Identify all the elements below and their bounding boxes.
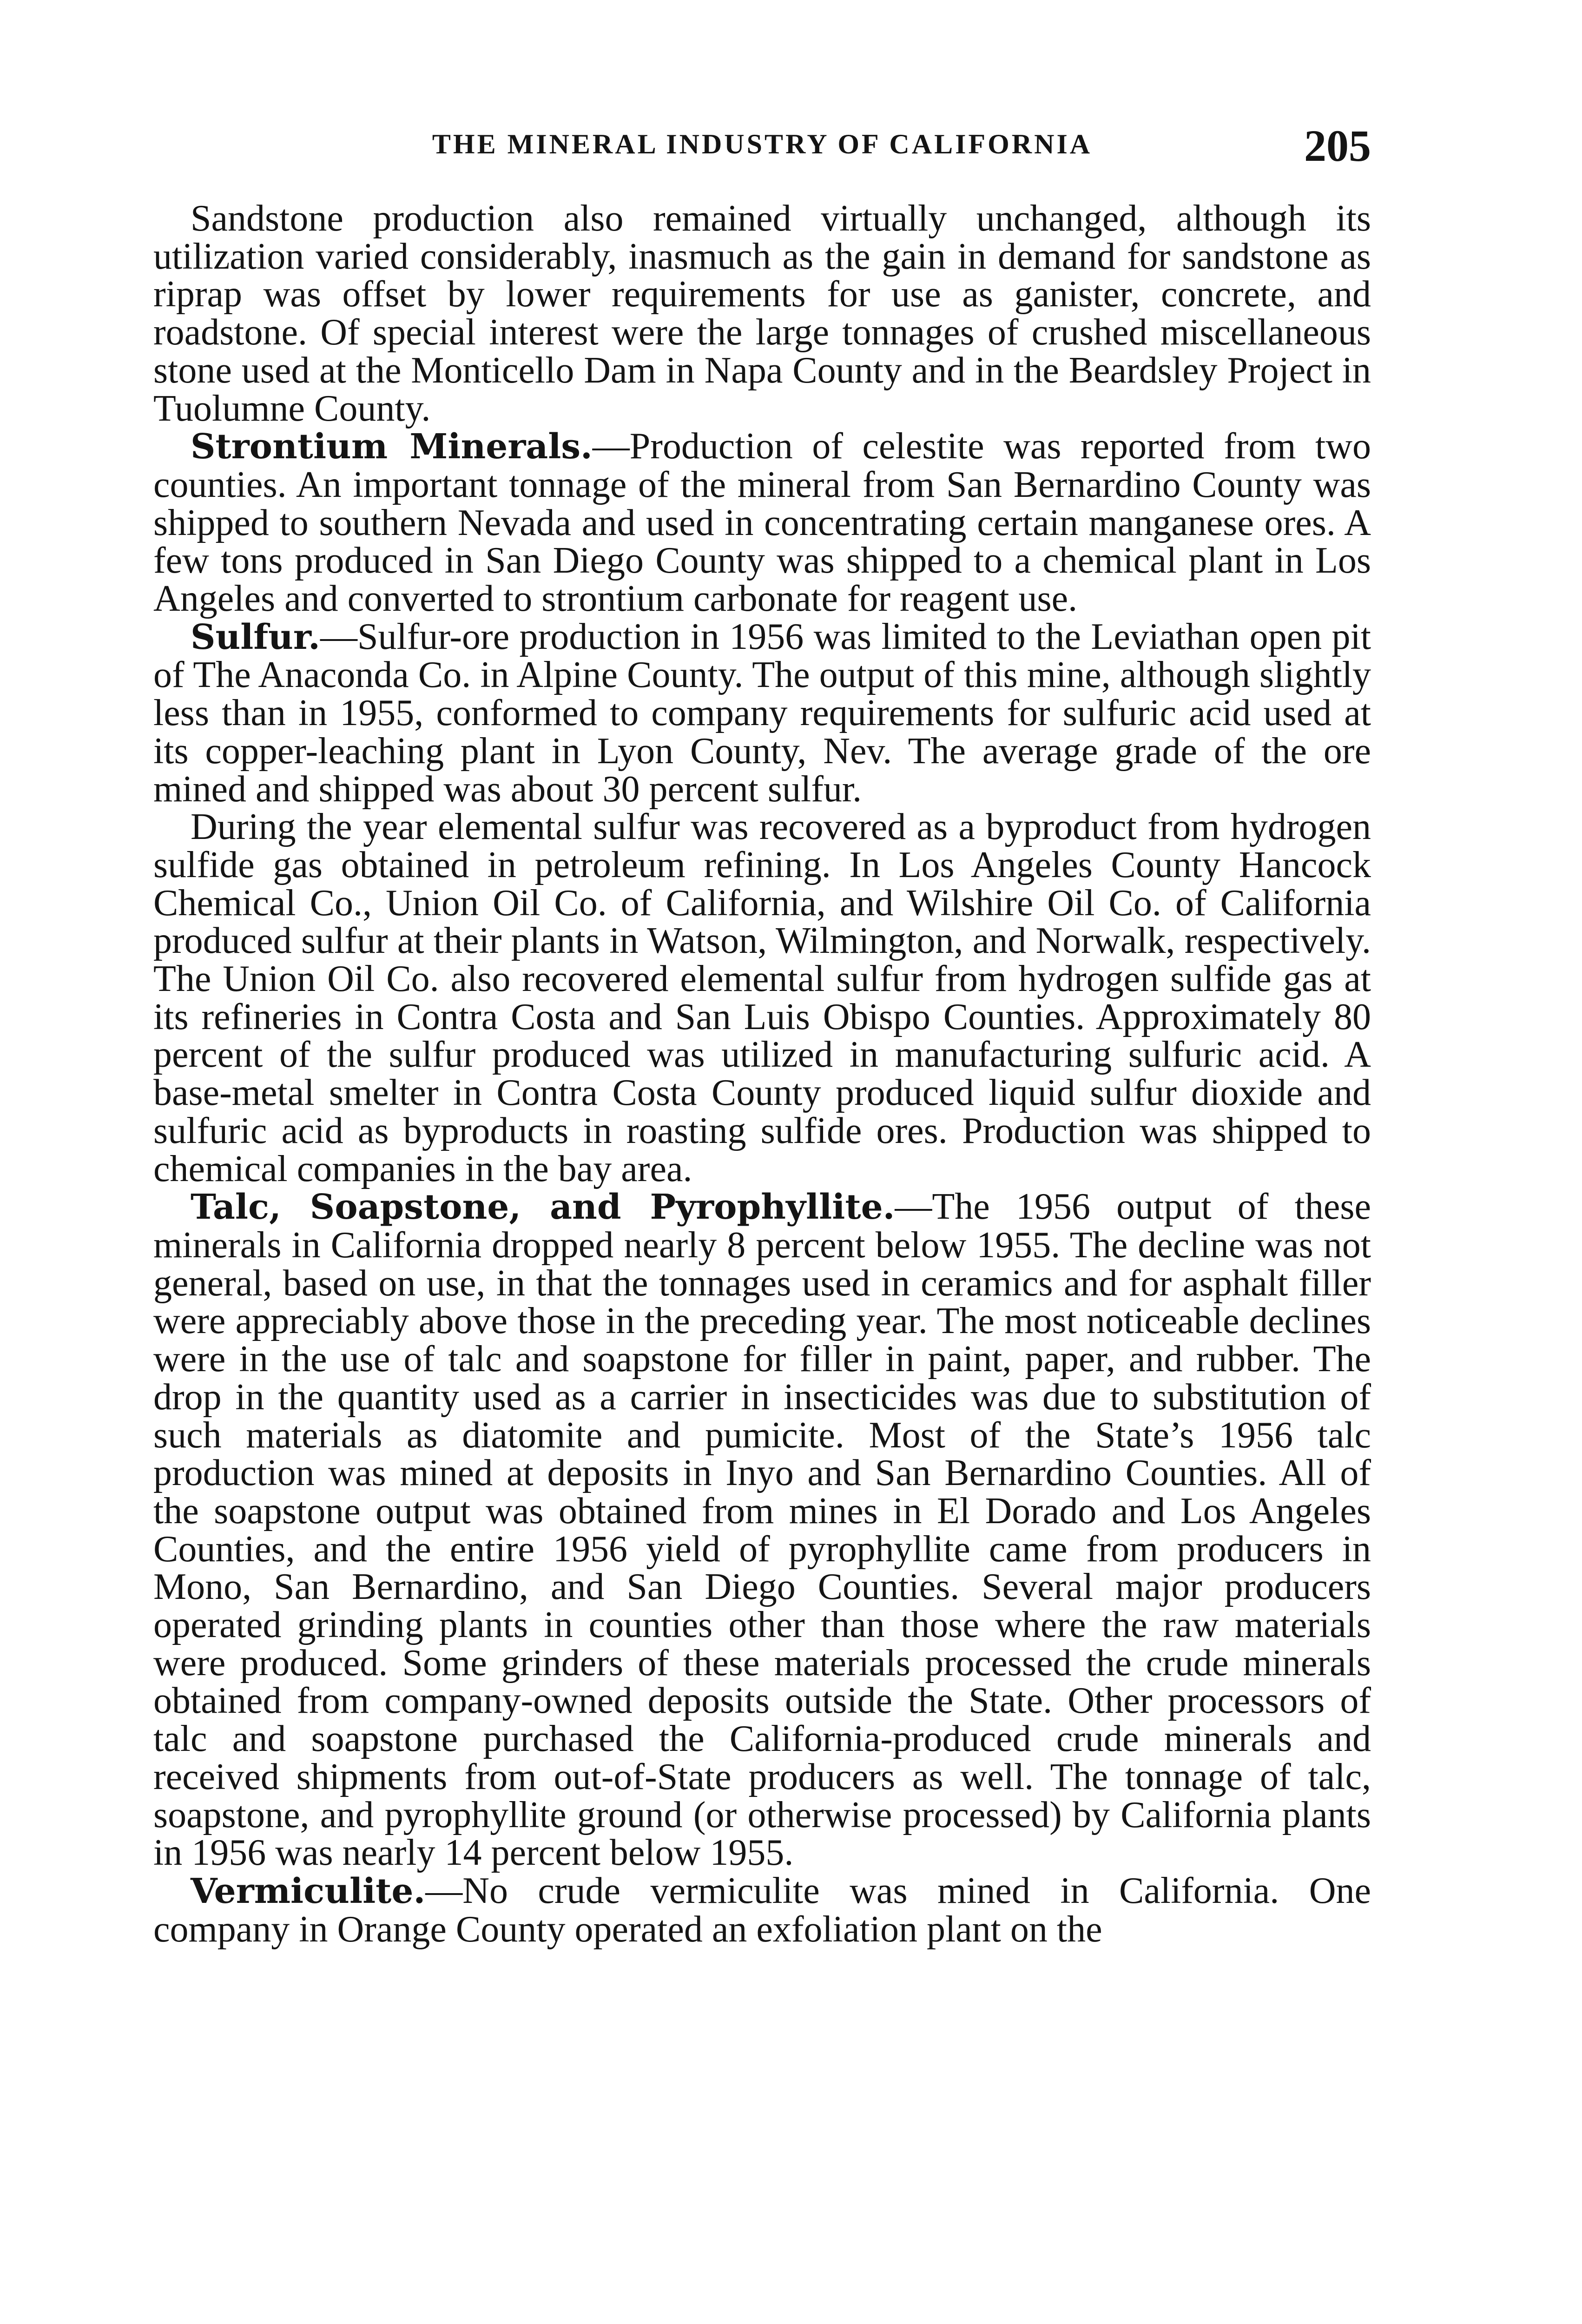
paragraph-talc-soapstone-pyrophyllite [153, 1188, 1371, 1872]
paragraph-text: —Sulfur-ore production in 1956 was limited to the Leviathan open pit of The Anaconda Co. in Alpine County. The output of this mine, although slightly less than in 1955, conformed to company requirements for sulfuric acid used at its copper-leaching plant in Lyon County, Nev. The average grade of the ore mined and shipped was about 30 percent sulfur. [153, 616, 1371, 810]
paragraph-text: During the year elemental sulfur was recovered as a byproduct from hydrogen sulfide gas obtained in petroleum refining. In Los Angeles County Hancock Chemical Co., Union Oil Co. of California, and Wilshire Oil Co. of California produced sulfur at their plants in Watson, Wilmington, and Norwalk, respectively. The Union Oil Co. also recovered elemental sulfur from hydrogen sulfide gas at its refineries in Contra Costa and San Luis Obispo Counties. Approximately 80 percent of the sulfur produced was utilized in manufacturing sulfuric acid. A base-metal smelter in Contra Costa County produced liquid sulfur dioxide and sulfuric acid as byproducts in roasting sulfide ores. Production was shipped to chemical companies in the bay area. [153, 806, 1371, 1189]
section-heading-sulfur: Sulfur. [191, 617, 320, 657]
paragraph-sulfur-byproduct [153, 808, 1371, 1188]
paragraph-text: —No crude vermiculite was mined in California. One company in Orange County operated an exfoliation plant on the [153, 1870, 1371, 1950]
section-heading-strontium-minerals: Strontium Minerals. [191, 427, 593, 467]
paragraph-text: Sandstone production also remained virtually unchanged, although its utilization varied considerably, inasmuch as the gain in demand for sandstone as riprap was offset by lower requirements for use as ganister, concrete, and roadstone. Of special interest were the large tonnages of crushed miscellaneous stone used at the Monticello Dam in Napa County and in the Beardsley Project in Tuolumne County. [153, 198, 1371, 429]
running-title: THE MINERAL INDUSTRY OF CALIFORNIA [432, 129, 1093, 159]
paragraph-sandstone [153, 200, 1371, 428]
body-text [153, 200, 1371, 1948]
page-number: 205 [1304, 121, 1371, 171]
page-header [153, 120, 1371, 171]
section-heading-vermiculite: Vermiculite. [191, 1871, 426, 1911]
paragraph-strontium-minerals [153, 428, 1371, 618]
section-heading-talc-soapstone-pyrophyllite: Talc, Soapstone, and Pyrophyllite. [191, 1187, 895, 1228]
paragraph-text: —The 1956 output of these minerals in California dropped nearly 8 percent below 1955. The decline was not general, based on use, in that the tonnages used in ceramics and for asphalt filler were appreciably above those in the preceding year. The most noticeable declines were in the use of talc and soapstone for filler in paint, paper, and rubber. The drop in the quantity used as a carrier in insecticides was due to substitution of such materials as diatomite and pumicite. Most of the State’s 1956 talc production was mined at deposits in Inyo and San Bernardino Counties. All of the soapstone output was obtained from mines in El Dorado and Los Angeles Counties, and the entire 1956 yield of pyrophyllite came from producers in Mono, San Bernardino, and San Diego Counties. Several major producers operated grinding plants in counties other than those where the raw materials were produced. Some grinders of these materials processed the crude minerals obtained from company-owned deposits outside the State. Other processors of talc and soapstone purchased the California-produced crude minerals and received shipments from out-of-State producers as well. The tonnage of talc, soapstone, and pyrophyllite ground (or otherwise processed) by California plants in 1956 was nearly 14 percent below 1955. [153, 1186, 1371, 1874]
paragraph-text: —Production of celestite was reported from two counties. An important tonnage of the mineral from San Bernardino County was shipped to southern Nevada and used in concentrating certain manganese ores. A few tons produced in San Diego County was shipped to a chemical plant in Los Angeles and converted to strontium carbonate for reagent use. [153, 426, 1371, 620]
paragraph-vermiculite [153, 1872, 1371, 1948]
paragraph-sulfur [153, 618, 1371, 809]
